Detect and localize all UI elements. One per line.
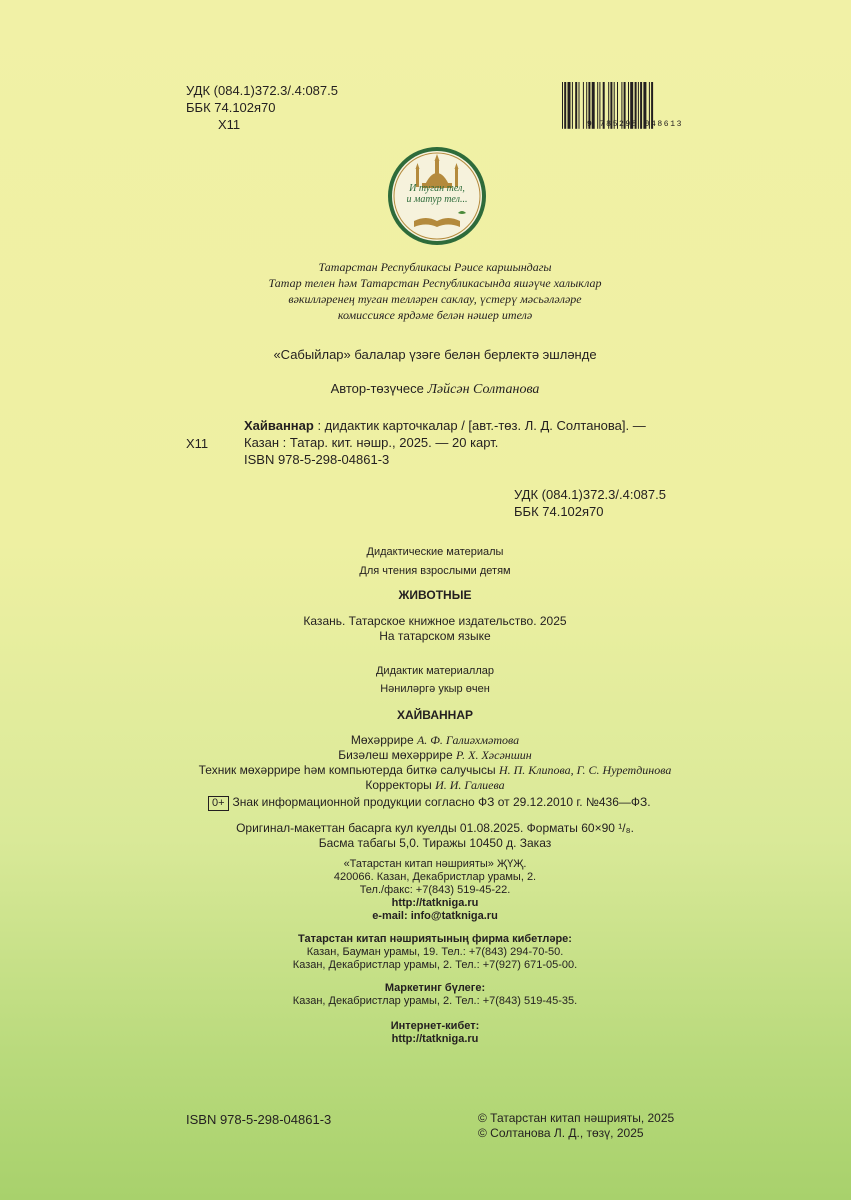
seal-line-2: и матур тел... [406,194,468,205]
audience-label: Нәниләргә укыр өчен [380,683,490,695]
credit-line [160,778,710,793]
credit-line [160,733,710,748]
age-rating-badge: 0+ [208,796,229,811]
commission-line: вәкилләренең туган телләрен саклау, үстерү мәсьәләләре [288,292,582,306]
credit-role: Техник мөхәррире һәм компьютерда биткә салучысы [198,763,499,777]
didactic-label: Дидактические материалы [366,546,504,558]
udk-top-block [186,82,338,133]
credit-role: Корректоры [365,778,436,792]
copyright-line: © Солтанова Л. Д., төзү, 2025 [478,1126,644,1140]
email-link[interactable]: e-mail: info@tatkniga.ru [372,910,498,922]
estore-link[interactable]: http://tatkniga.ru [391,1033,479,1045]
tatar-title: ХАЙВАННАР [396,708,474,722]
street: 420066. Казан, Декабристлар урамы, 2. [333,871,537,883]
bbk-code: ББК 74.102я70 [186,100,276,115]
udk-code: УДК (084.1)372.3/.4:087.5 [514,487,666,502]
tatar-didactic [180,665,690,696]
copyright-line: © Татарстан китап нәшрияты, 2025 [478,1111,675,1125]
commission-line: комиссиясе ярдәме белән нәшер ителә [337,308,533,322]
udk-right-block [514,486,666,520]
publisher-line: Казань. Татарское книжное издательство. 2025 [303,614,567,628]
estore-heading: Интернет-кибет: [390,1020,480,1032]
age-rating-text: Знак информационной продукции согласно ФЗ от 29.12.2010 г. №436—ФЗ. [232,795,651,809]
marketing-block [180,982,690,1008]
credit-name: Н. П. Клипова, Г. С. Нуретдинова [498,763,672,777]
author-label: Автор-төзүчесе [330,381,428,396]
author-line [180,380,690,398]
publisher-address [180,858,690,923]
copyright-block [478,1111,674,1141]
seal-caption [386,183,488,205]
website-link[interactable]: http://tatkniga.ru [391,897,479,909]
isbn-bottom: ISBN 978-5-298-04861-3 [186,1112,332,1127]
biblio-imprint: Казан : Татар. кит. нәшр., 2025. — 20 карт. [244,435,499,450]
store-line: Казан, Бауман урамы, 19. Тел.: +7(843) 294-70-50. [306,946,564,958]
russian-didactic [180,546,690,578]
credit-role: Мөхәррире [350,733,417,747]
commission-note [180,259,690,323]
didactic-label: Дидактик материаллар [375,665,495,677]
marketing-line: Казан, Декабристлар урамы, 2. Тел.: +7(843) 519-45-35. [292,995,578,1007]
russian-publisher [180,614,690,644]
marketing-heading: Маркетинг бүлеге: [384,982,486,994]
barcode-number: 9 785298 048613 [586,120,683,129]
credit-line [160,748,710,763]
estore-block [180,1020,690,1046]
stores-block [180,933,690,972]
language-line: На татарском языке [379,629,491,643]
commission-line: Татарстан Республикасы Рәисе каршындагы [318,260,552,274]
russian-title: ЖИВОТНЫЕ [398,588,472,602]
udk-code: УДК (084.1)372.3/.4:087.5 [186,83,338,98]
author-sign-code: Х11 [218,117,241,132]
seal-line-1: И туган тел, [409,183,465,194]
partner-line: «Сабыйлар» балалар үзәге белән берлектә эшләнде [273,347,597,362]
phone: Тел./факс: +7(843) 519-45-22. [359,884,511,896]
bbk-code: ББК 74.102я70 [514,504,604,519]
print-line: Басма табагы 5,0. Тиражы 10450 д. Заказ [318,836,552,850]
credit-line [160,763,710,778]
biblio-isbn: ISBN 978-5-298-04861-3 [244,452,390,467]
commission-line: Татар телен һәм Татарстан Республикасында яшәүче халыклар [268,276,602,290]
age-rating-row [208,795,651,811]
stores-heading: Татарстан китап нәшриятының фирма кибетләре: [298,933,572,945]
org-name: «Татарстан китап нәшрияты» ҖҮҖ. [343,858,527,870]
store-line: Казан, Декабристлар урамы, 2. Тел.: +7(927) 671-05-00. [292,959,578,971]
credit-name: И. И. Галиева [435,778,505,792]
credits-block [160,733,710,793]
biblio-title: Хайваннар [244,418,314,433]
print-info [180,821,690,851]
biblio-entry [244,417,699,468]
biblio-code: Х11 [186,436,209,451]
credit-name: Р. Х. Хәсәншин [456,748,532,762]
author-name: Ләйсән Солтанова [427,382,540,397]
credit-name: А. Ф. Галиәхмәтова [416,733,520,747]
credit-role: Бизәлеш мөхәррире [338,748,456,762]
print-line: Оригинал-макеттан басарга кул куелды 01.08.2025. Форматы 60×90 ¹/₈. [236,821,634,835]
biblio-description: : дидактик карточкалар / [авт.-төз. Л. Д. Солтанова]. — [313,418,646,433]
audience-label: Для чтения взрослыми детям [359,565,511,577]
